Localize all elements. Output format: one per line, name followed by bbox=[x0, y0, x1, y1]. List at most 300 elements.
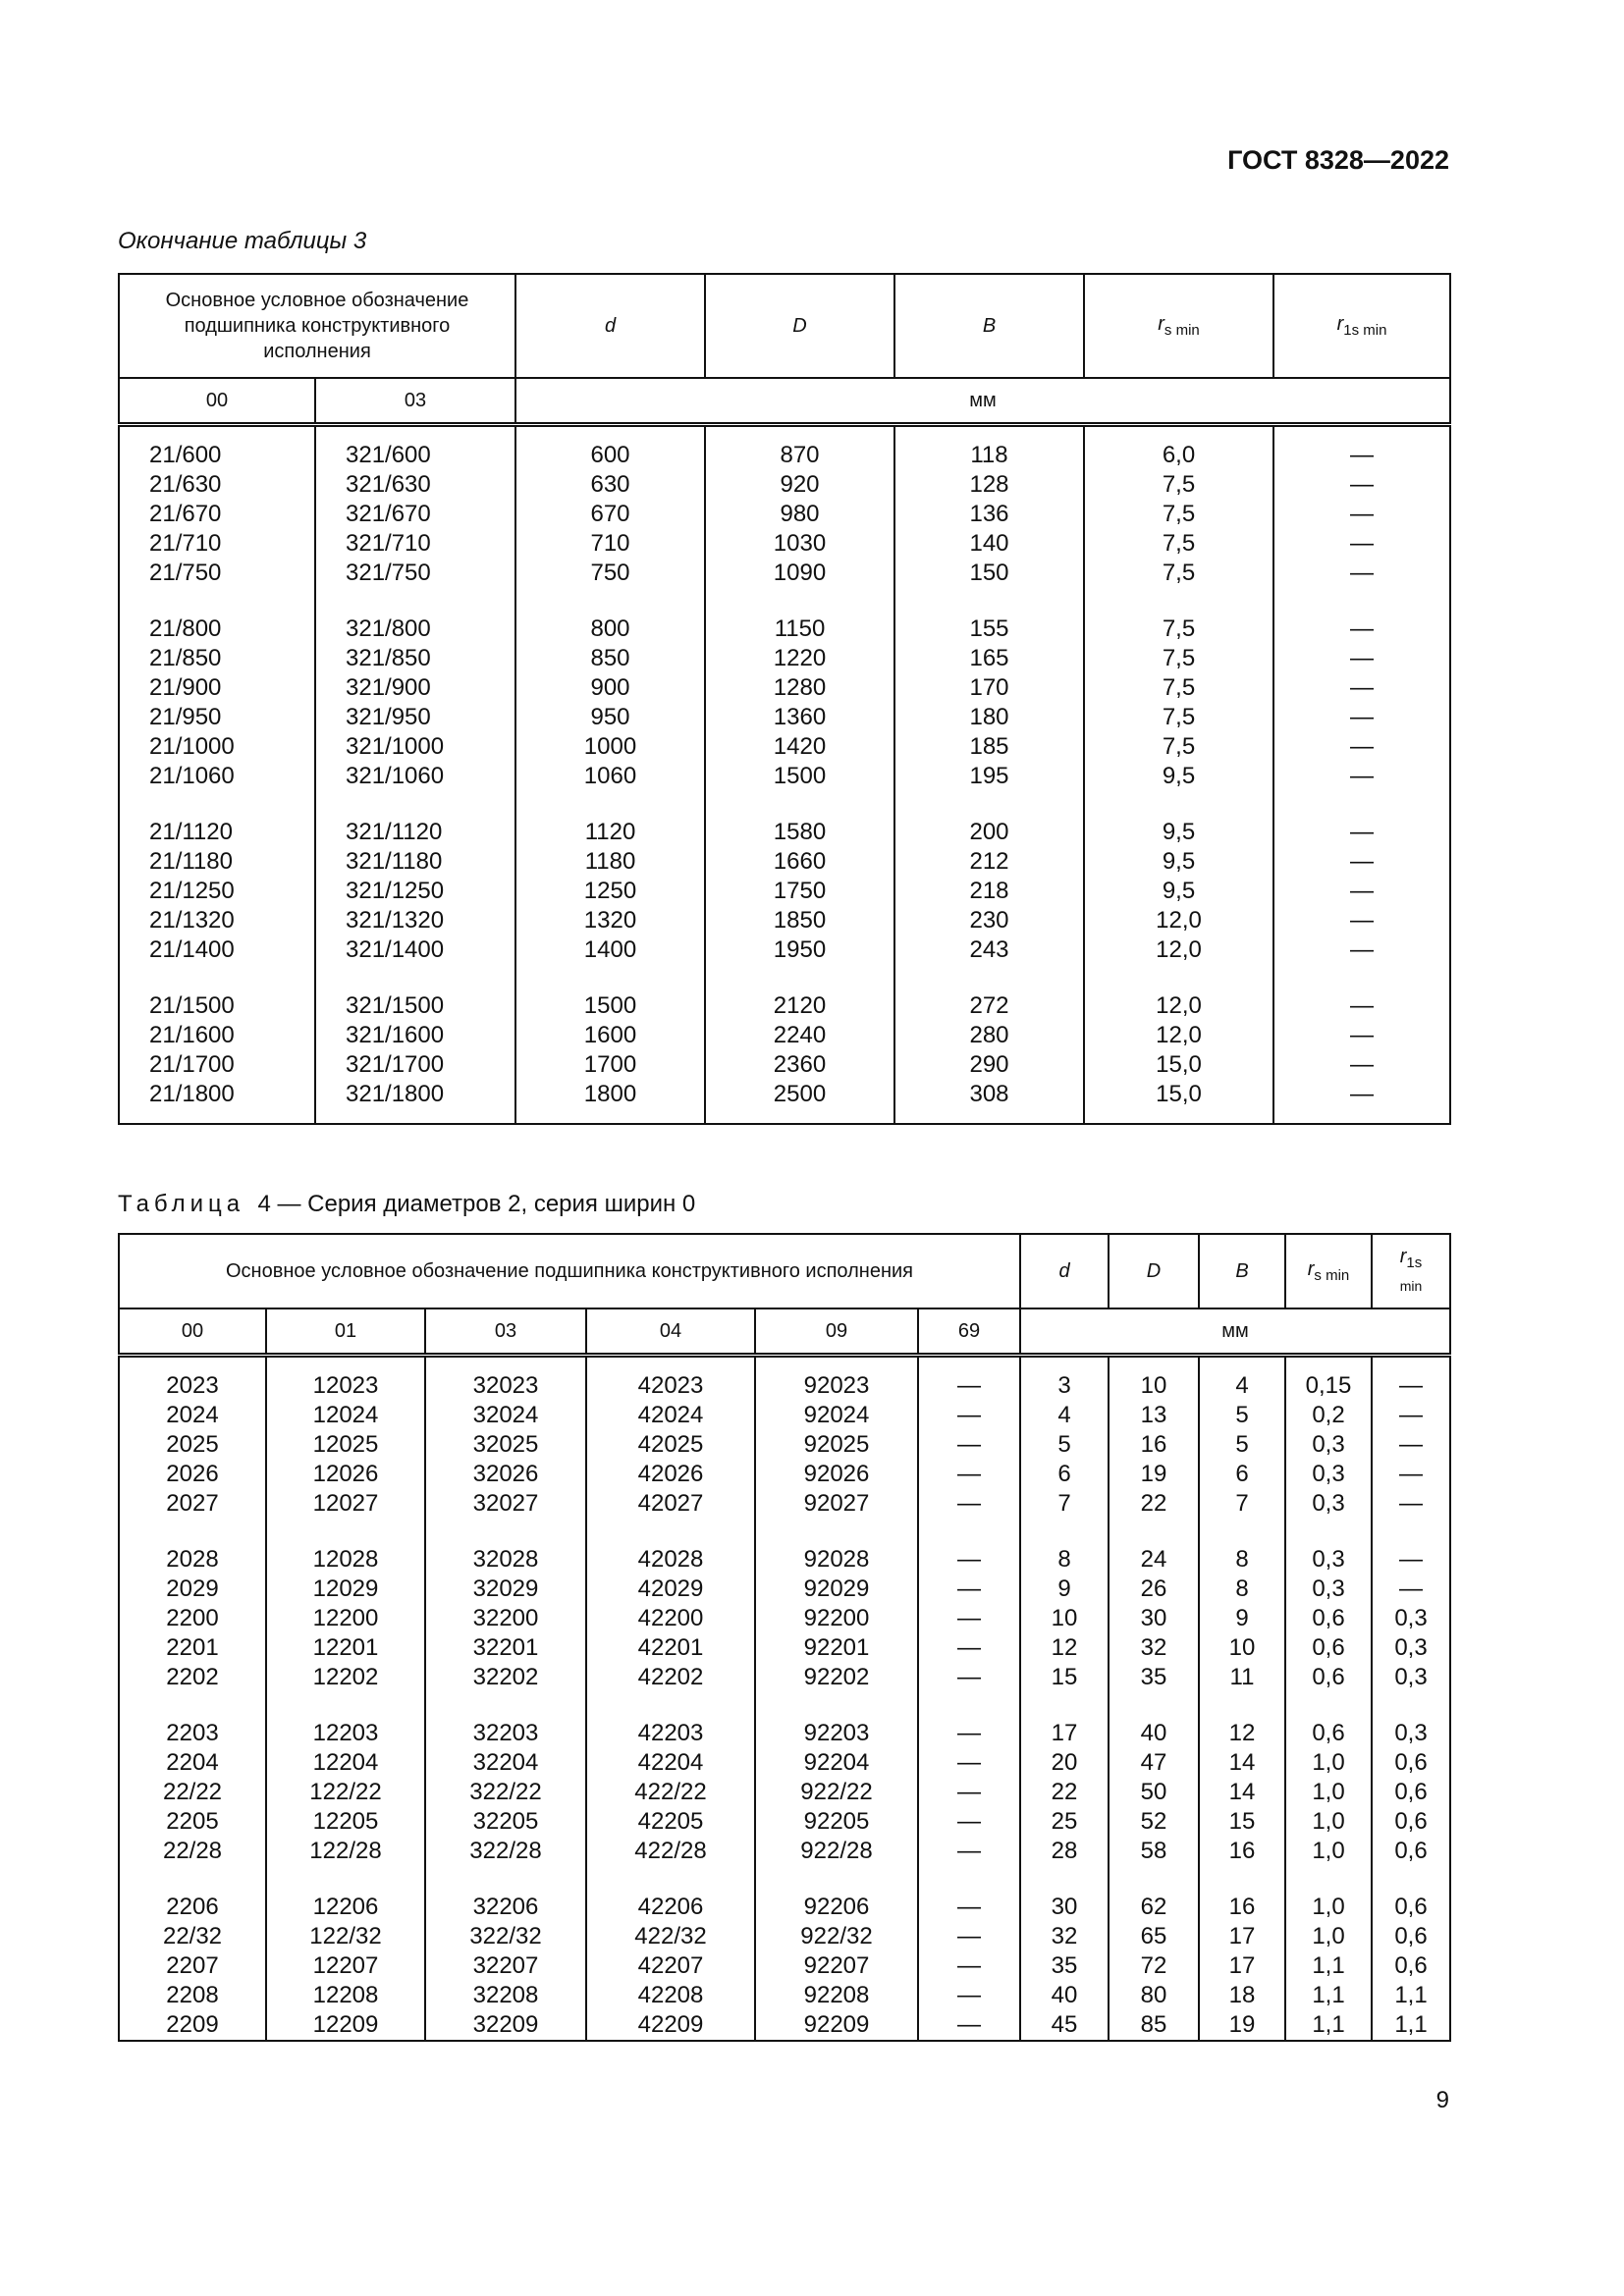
table-cell: 7,5 bbox=[1084, 644, 1273, 673]
spacer-cell bbox=[119, 1692, 266, 1719]
table-cell: 42204 bbox=[586, 1748, 755, 1778]
table-cell: 16 bbox=[1199, 1893, 1285, 1922]
document-code: ГОСТ 8328—2022 bbox=[1227, 145, 1449, 175]
table-cell: — bbox=[918, 1430, 1020, 1460]
spacer-cell bbox=[1109, 1519, 1199, 1545]
table-cell: 920 bbox=[705, 470, 894, 500]
header4-version-69: 69 bbox=[918, 1308, 1020, 1356]
table-cell: 0,6 bbox=[1285, 1663, 1372, 1692]
table-cell: 140 bbox=[894, 529, 1084, 559]
table-cell: 321/1000 bbox=[315, 732, 515, 762]
spacer-cell bbox=[1285, 1866, 1372, 1893]
table-cell: 42201 bbox=[586, 1633, 755, 1663]
table-cell: 1,0 bbox=[1285, 1778, 1372, 1807]
table-cell: 0,6 bbox=[1285, 1604, 1372, 1633]
table-cell: — bbox=[1273, 906, 1450, 935]
table-cell: 21/1500 bbox=[119, 991, 315, 1021]
table-cell: 92204 bbox=[755, 1748, 918, 1778]
table-cell: 12,0 bbox=[1084, 1021, 1273, 1050]
table-cell: — bbox=[1273, 935, 1450, 965]
table-cell: 30 bbox=[1109, 1604, 1199, 1633]
table-cell: — bbox=[1273, 614, 1450, 644]
table-cell: 42202 bbox=[586, 1663, 755, 1692]
header4-d: d bbox=[1020, 1234, 1109, 1308]
table-cell: — bbox=[1372, 1430, 1450, 1460]
header4-version-00: 00 bbox=[119, 1308, 266, 1356]
table-cell: 21/1800 bbox=[119, 1080, 315, 1109]
table-cell: 280 bbox=[894, 1021, 1084, 1050]
table-cell: — bbox=[1273, 847, 1450, 877]
table-cell: 32209 bbox=[425, 2010, 586, 2041]
spacer-cell bbox=[894, 425, 1084, 442]
table-cell: 9 bbox=[1020, 1575, 1109, 1604]
table-cell: 12,0 bbox=[1084, 906, 1273, 935]
table-cell: 2202 bbox=[119, 1663, 266, 1692]
table-cell: 321/710 bbox=[315, 529, 515, 559]
table-cell: 12027 bbox=[266, 1489, 425, 1519]
table-cell: 150 bbox=[894, 559, 1084, 588]
spacer-cell bbox=[1285, 1519, 1372, 1545]
table-cell: 8 bbox=[1020, 1545, 1109, 1575]
spacer-cell bbox=[515, 1109, 705, 1124]
table-cell: 7,5 bbox=[1084, 703, 1273, 732]
table-row bbox=[119, 644, 1450, 673]
spacer-cell bbox=[918, 1692, 1020, 1719]
table-cell: 0,3 bbox=[1285, 1460, 1372, 1489]
table-cell: 42029 bbox=[586, 1575, 755, 1604]
table-cell: 32206 bbox=[425, 1893, 586, 1922]
spacer-cell bbox=[918, 1866, 1020, 1893]
table-cell: — bbox=[918, 1951, 1020, 1981]
table-cell: 18 bbox=[1199, 1981, 1285, 2010]
table-cell: 17 bbox=[1020, 1719, 1109, 1748]
table-cell: 19 bbox=[1199, 2010, 1285, 2041]
table-cell: 32203 bbox=[425, 1719, 586, 1748]
table-cell: 1,1 bbox=[1285, 2010, 1372, 2041]
table-cell: 1600 bbox=[515, 1021, 705, 1050]
table-cell: 24 bbox=[1109, 1545, 1199, 1575]
table-cell: 65 bbox=[1109, 1922, 1199, 1951]
spacer-cell bbox=[119, 1356, 266, 1372]
table-cell: — bbox=[918, 1807, 1020, 1837]
table-cell: 21/950 bbox=[119, 703, 315, 732]
table-cell: 32029 bbox=[425, 1575, 586, 1604]
table-cell: 12029 bbox=[266, 1575, 425, 1604]
table-row bbox=[119, 1401, 1450, 1430]
table-cell: 22 bbox=[1020, 1778, 1109, 1807]
table-cell: 14 bbox=[1199, 1748, 1285, 1778]
table-cell: 92028 bbox=[755, 1545, 918, 1575]
table-cell: 12209 bbox=[266, 2010, 425, 2041]
table-cell: 321/900 bbox=[315, 673, 515, 703]
spacer-cell bbox=[894, 1109, 1084, 1124]
table-cell: 52 bbox=[1109, 1807, 1199, 1837]
table-cell: 5 bbox=[1199, 1430, 1285, 1460]
spacer-cell bbox=[315, 965, 515, 991]
table4-body bbox=[119, 1356, 1450, 2042]
table-cell: 12205 bbox=[266, 1807, 425, 1837]
table-cell: 9,5 bbox=[1084, 877, 1273, 906]
table-cell: — bbox=[918, 1663, 1020, 1692]
table-cell: 32024 bbox=[425, 1401, 586, 1430]
table-cell: 800 bbox=[515, 614, 705, 644]
table-cell: 0,6 bbox=[1372, 1837, 1450, 1866]
spacer-cell bbox=[315, 425, 515, 442]
table-row bbox=[119, 1807, 1450, 1837]
table-cell: 6 bbox=[1020, 1460, 1109, 1489]
spacer-cell bbox=[705, 425, 894, 442]
table-row bbox=[119, 1604, 1450, 1633]
table-cell: 22/32 bbox=[119, 1922, 266, 1951]
table-cell: 32205 bbox=[425, 1807, 586, 1837]
spacer-cell bbox=[266, 1866, 425, 1893]
table-cell: — bbox=[918, 1922, 1020, 1951]
spacer-cell bbox=[1199, 1866, 1285, 1893]
table-cell: 2500 bbox=[705, 1080, 894, 1109]
table-cell: 15 bbox=[1020, 1663, 1109, 1692]
table-cell: 80 bbox=[1109, 1981, 1199, 2010]
table-cell: 42200 bbox=[586, 1604, 755, 1633]
table-cell: — bbox=[1372, 1371, 1450, 1401]
table-cell: 212 bbox=[894, 847, 1084, 877]
table-row bbox=[119, 1430, 1450, 1460]
table-cell: 92206 bbox=[755, 1893, 918, 1922]
spacer-cell bbox=[1199, 1692, 1285, 1719]
table-cell: 2023 bbox=[119, 1371, 266, 1401]
table-cell: 19 bbox=[1109, 1460, 1199, 1489]
table-cell: 5 bbox=[1199, 1401, 1285, 1430]
table-row bbox=[119, 818, 1450, 847]
table-cell: 12201 bbox=[266, 1633, 425, 1663]
table-cell: 165 bbox=[894, 644, 1084, 673]
header-rs-min: $r_{s min}$ bbox=[1084, 274, 1273, 378]
spacer-cell bbox=[755, 1519, 918, 1545]
table-cell: 92207 bbox=[755, 1951, 918, 1981]
table-cell: 322/32 bbox=[425, 1922, 586, 1951]
table-cell: 1800 bbox=[515, 1080, 705, 1109]
table-cell: 15,0 bbox=[1084, 1050, 1273, 1080]
table-cell: 8 bbox=[1199, 1575, 1285, 1604]
table-cell: 1250 bbox=[515, 877, 705, 906]
table-cell: 0,2 bbox=[1285, 1401, 1372, 1430]
table-row bbox=[119, 1545, 1450, 1575]
table-cell: 321/1800 bbox=[315, 1080, 515, 1109]
spacer-cell bbox=[705, 588, 894, 614]
table-cell: 7,5 bbox=[1084, 732, 1273, 762]
table-cell: 7,5 bbox=[1084, 673, 1273, 703]
table-cell: 1000 bbox=[515, 732, 705, 762]
spacer-cell bbox=[1084, 791, 1273, 818]
header4-version-04: 04 bbox=[586, 1308, 755, 1356]
table-cell: 17 bbox=[1199, 1922, 1285, 1951]
page-number: 9 bbox=[1435, 2087, 1449, 2113]
table-cell: 272 bbox=[894, 991, 1084, 1021]
header-d: d bbox=[515, 274, 705, 378]
table-row bbox=[119, 1748, 1450, 1778]
table-cell: 155 bbox=[894, 614, 1084, 644]
table-row bbox=[119, 1633, 1450, 1663]
table-cell: 850 bbox=[515, 644, 705, 673]
table-cell: 0,6 bbox=[1372, 1748, 1450, 1778]
spacer-cell bbox=[266, 1356, 425, 1372]
spacer-cell bbox=[1020, 1519, 1109, 1545]
table-cell: — bbox=[918, 1719, 1020, 1748]
table-cell: — bbox=[918, 1371, 1020, 1401]
table-cell: 2205 bbox=[119, 1807, 266, 1837]
table-cell: 980 bbox=[705, 500, 894, 529]
spacer-cell bbox=[1109, 1866, 1199, 1893]
table-cell: 185 bbox=[894, 732, 1084, 762]
table-cell: 92026 bbox=[755, 1460, 918, 1489]
table-cell: 321/1060 bbox=[315, 762, 515, 791]
table-cell: 21/1060 bbox=[119, 762, 315, 791]
table-cell: 92029 bbox=[755, 1575, 918, 1604]
table-cell: 7 bbox=[1020, 1489, 1109, 1519]
table-cell: 1320 bbox=[515, 906, 705, 935]
table-cell: 2026 bbox=[119, 1460, 266, 1489]
table-cell: 2360 bbox=[705, 1050, 894, 1080]
table-cell: 5 bbox=[1020, 1430, 1109, 1460]
table-cell: 321/630 bbox=[315, 470, 515, 500]
table-cell: 42023 bbox=[586, 1371, 755, 1401]
header-version-03: 03 bbox=[315, 378, 515, 425]
spacer-cell bbox=[586, 1519, 755, 1545]
table-cell: 92202 bbox=[755, 1663, 918, 1692]
table-cell: 17 bbox=[1199, 1951, 1285, 1981]
spacer-cell bbox=[755, 1356, 918, 1372]
table-cell: 321/750 bbox=[315, 559, 515, 588]
table-row bbox=[119, 991, 1450, 1021]
table-row bbox=[119, 877, 1450, 906]
table-cell: 42024 bbox=[586, 1401, 755, 1430]
table-row bbox=[119, 1460, 1450, 1489]
table-cell: 12023 bbox=[266, 1371, 425, 1401]
table-row bbox=[119, 703, 1450, 732]
table-cell: 12,0 bbox=[1084, 991, 1273, 1021]
header-unit: мм bbox=[515, 378, 1450, 425]
table-cell: 2025 bbox=[119, 1430, 266, 1460]
table-cell: 12200 bbox=[266, 1604, 425, 1633]
table-row bbox=[119, 673, 1450, 703]
table-cell: 32200 bbox=[425, 1604, 586, 1633]
table-cell: — bbox=[1273, 470, 1450, 500]
spacer-cell bbox=[1285, 1692, 1372, 1719]
spacer-cell bbox=[586, 1866, 755, 1893]
table-cell: 1,0 bbox=[1285, 1922, 1372, 1951]
table-cell: 1500 bbox=[515, 991, 705, 1021]
table-cell: 2200 bbox=[119, 1604, 266, 1633]
table-row bbox=[119, 906, 1450, 935]
table-cell: 122/22 bbox=[266, 1778, 425, 1807]
table-cell: 0,3 bbox=[1372, 1604, 1450, 1633]
table-cell: 1660 bbox=[705, 847, 894, 877]
table-cell: 1030 bbox=[705, 529, 894, 559]
table-cell: 62 bbox=[1109, 1893, 1199, 1922]
spacer-cell bbox=[1285, 1356, 1372, 1372]
spacer-cell bbox=[894, 588, 1084, 614]
table-row bbox=[119, 1489, 1450, 1519]
table-cell: 47 bbox=[1109, 1748, 1199, 1778]
table-cell: 12028 bbox=[266, 1545, 425, 1575]
table-cell: 10 bbox=[1020, 1604, 1109, 1633]
table-cell: 1060 bbox=[515, 762, 705, 791]
table-cell: 21/900 bbox=[119, 673, 315, 703]
table-cell: 321/1250 bbox=[315, 877, 515, 906]
table-cell: 42208 bbox=[586, 1981, 755, 2010]
table-cell: 321/950 bbox=[315, 703, 515, 732]
table-row bbox=[119, 732, 1450, 762]
header-version-00: 00 bbox=[119, 378, 315, 425]
table-row bbox=[119, 762, 1450, 791]
table-cell: 32 bbox=[1109, 1633, 1199, 1663]
table-cell: 13 bbox=[1109, 1401, 1199, 1430]
table-row bbox=[119, 1778, 1450, 1807]
table-cell: 35 bbox=[1020, 1951, 1109, 1981]
table-cell: — bbox=[918, 1633, 1020, 1663]
table-cell: 2207 bbox=[119, 1951, 266, 1981]
table-cell: 7,5 bbox=[1084, 529, 1273, 559]
table-cell: 7,5 bbox=[1084, 470, 1273, 500]
table-cell: — bbox=[918, 1837, 1020, 1866]
table-cell: 321/1400 bbox=[315, 935, 515, 965]
table-cell: 21/800 bbox=[119, 614, 315, 644]
table-cell: 12,0 bbox=[1084, 935, 1273, 965]
table-cell: 670 bbox=[515, 500, 705, 529]
table-cell: 1,0 bbox=[1285, 1837, 1372, 1866]
table-4 bbox=[118, 1233, 1451, 2042]
table-cell: — bbox=[1273, 500, 1450, 529]
table-cell: — bbox=[1273, 673, 1450, 703]
table-cell: 1180 bbox=[515, 847, 705, 877]
table-cell: 28 bbox=[1020, 1837, 1109, 1866]
table-cell: 118 bbox=[894, 441, 1084, 470]
table-cell: 12206 bbox=[266, 1893, 425, 1922]
table-cell: — bbox=[1273, 1080, 1450, 1109]
table-cell: 92023 bbox=[755, 1371, 918, 1401]
table-cell: 21/630 bbox=[119, 470, 315, 500]
table-cell: 218 bbox=[894, 877, 1084, 906]
table-cell: 42203 bbox=[586, 1719, 755, 1748]
table-cell: 12 bbox=[1020, 1633, 1109, 1663]
table-cell: 72 bbox=[1109, 1951, 1199, 1981]
table-cell: 12025 bbox=[266, 1430, 425, 1460]
table-cell: 1950 bbox=[705, 935, 894, 965]
spacer-cell bbox=[515, 425, 705, 442]
table-cell: 322/28 bbox=[425, 1837, 586, 1866]
table-cell: 0,3 bbox=[1372, 1663, 1450, 1692]
spacer-cell bbox=[1273, 1109, 1450, 1124]
table-cell: 21/1250 bbox=[119, 877, 315, 906]
table-row bbox=[119, 1981, 1450, 2010]
table-cell: 4 bbox=[1199, 1371, 1285, 1401]
table-cell: 30 bbox=[1020, 1893, 1109, 1922]
table-cell: 35 bbox=[1109, 1663, 1199, 1692]
table-cell: 21/1320 bbox=[119, 906, 315, 935]
table-cell: 7,5 bbox=[1084, 500, 1273, 529]
table-cell: 2120 bbox=[705, 991, 894, 1021]
table-row bbox=[119, 847, 1450, 877]
spacer-cell bbox=[1109, 1356, 1199, 1372]
table-cell: 1090 bbox=[705, 559, 894, 588]
table-cell: 12207 bbox=[266, 1951, 425, 1981]
table-row bbox=[119, 529, 1450, 559]
table-cell: 1,1 bbox=[1285, 1981, 1372, 2010]
spacer-cell bbox=[119, 1866, 266, 1893]
table-cell: 0,3 bbox=[1285, 1489, 1372, 1519]
table-cell: — bbox=[1372, 1575, 1450, 1604]
table-cell: — bbox=[918, 1981, 1020, 2010]
table-cell: 922/22 bbox=[755, 1778, 918, 1807]
table-cell: 321/800 bbox=[315, 614, 515, 644]
table-cell: 21/1400 bbox=[119, 935, 315, 965]
table-cell: 321/1320 bbox=[315, 906, 515, 935]
table-cell: — bbox=[1273, 877, 1450, 906]
table-cell: 6 bbox=[1199, 1460, 1285, 1489]
table-cell: 2209 bbox=[119, 2010, 266, 2041]
table-cell: 122/32 bbox=[266, 1922, 425, 1951]
spacer-cell bbox=[1372, 1519, 1450, 1545]
table-cell: 243 bbox=[894, 935, 1084, 965]
table-row bbox=[119, 470, 1450, 500]
table-cell: 12204 bbox=[266, 1748, 425, 1778]
spacer-cell bbox=[1273, 791, 1450, 818]
table-cell: 15 bbox=[1199, 1807, 1285, 1837]
spacer-cell bbox=[1109, 1692, 1199, 1719]
table-cell: 21/1000 bbox=[119, 732, 315, 762]
table-row bbox=[119, 1893, 1450, 1922]
table-cell: 10 bbox=[1109, 1371, 1199, 1401]
table-row bbox=[119, 559, 1450, 588]
table-3 bbox=[118, 273, 1451, 1125]
table3-body bbox=[119, 425, 1450, 1125]
table-cell: 32026 bbox=[425, 1460, 586, 1489]
table-cell: 9 bbox=[1199, 1604, 1285, 1633]
table-cell: 0,3 bbox=[1372, 1633, 1450, 1663]
designation-header: Основное условное обозначение подшипника конструктивного исполнения bbox=[119, 274, 515, 378]
table-cell: 1220 bbox=[705, 644, 894, 673]
table-cell: 4 bbox=[1020, 1401, 1109, 1430]
table-row bbox=[119, 1837, 1450, 1866]
table-cell: 16 bbox=[1199, 1837, 1285, 1866]
table-row bbox=[119, 935, 1450, 965]
table-row bbox=[119, 1080, 1450, 1109]
table-cell: 0,3 bbox=[1285, 1430, 1372, 1460]
table-row bbox=[119, 2010, 1450, 2041]
table-cell: 0,6 bbox=[1372, 1951, 1450, 1981]
table-cell: 45 bbox=[1020, 2010, 1109, 2041]
table-cell: 21/1600 bbox=[119, 1021, 315, 1050]
table-cell: 7,5 bbox=[1084, 559, 1273, 588]
table-cell: 92203 bbox=[755, 1719, 918, 1748]
table-cell: — bbox=[1372, 1489, 1450, 1519]
table-cell: 2029 bbox=[119, 1575, 266, 1604]
table-cell: 750 bbox=[515, 559, 705, 588]
table-cell: 92025 bbox=[755, 1430, 918, 1460]
table-cell: 1120 bbox=[515, 818, 705, 847]
table-cell: 21/850 bbox=[119, 644, 315, 673]
table-cell: 2203 bbox=[119, 1719, 266, 1748]
table-cell: 0,6 bbox=[1372, 1778, 1450, 1807]
table-cell: — bbox=[918, 1748, 1020, 1778]
spacer-cell bbox=[705, 965, 894, 991]
table-cell: 26 bbox=[1109, 1575, 1199, 1604]
table-cell: 8 bbox=[1199, 1545, 1285, 1575]
table-cell: — bbox=[918, 1460, 1020, 1489]
table-cell: 308 bbox=[894, 1080, 1084, 1109]
spacer-cell bbox=[119, 425, 315, 442]
table-row bbox=[119, 1021, 1450, 1050]
spacer-cell bbox=[425, 1356, 586, 1372]
